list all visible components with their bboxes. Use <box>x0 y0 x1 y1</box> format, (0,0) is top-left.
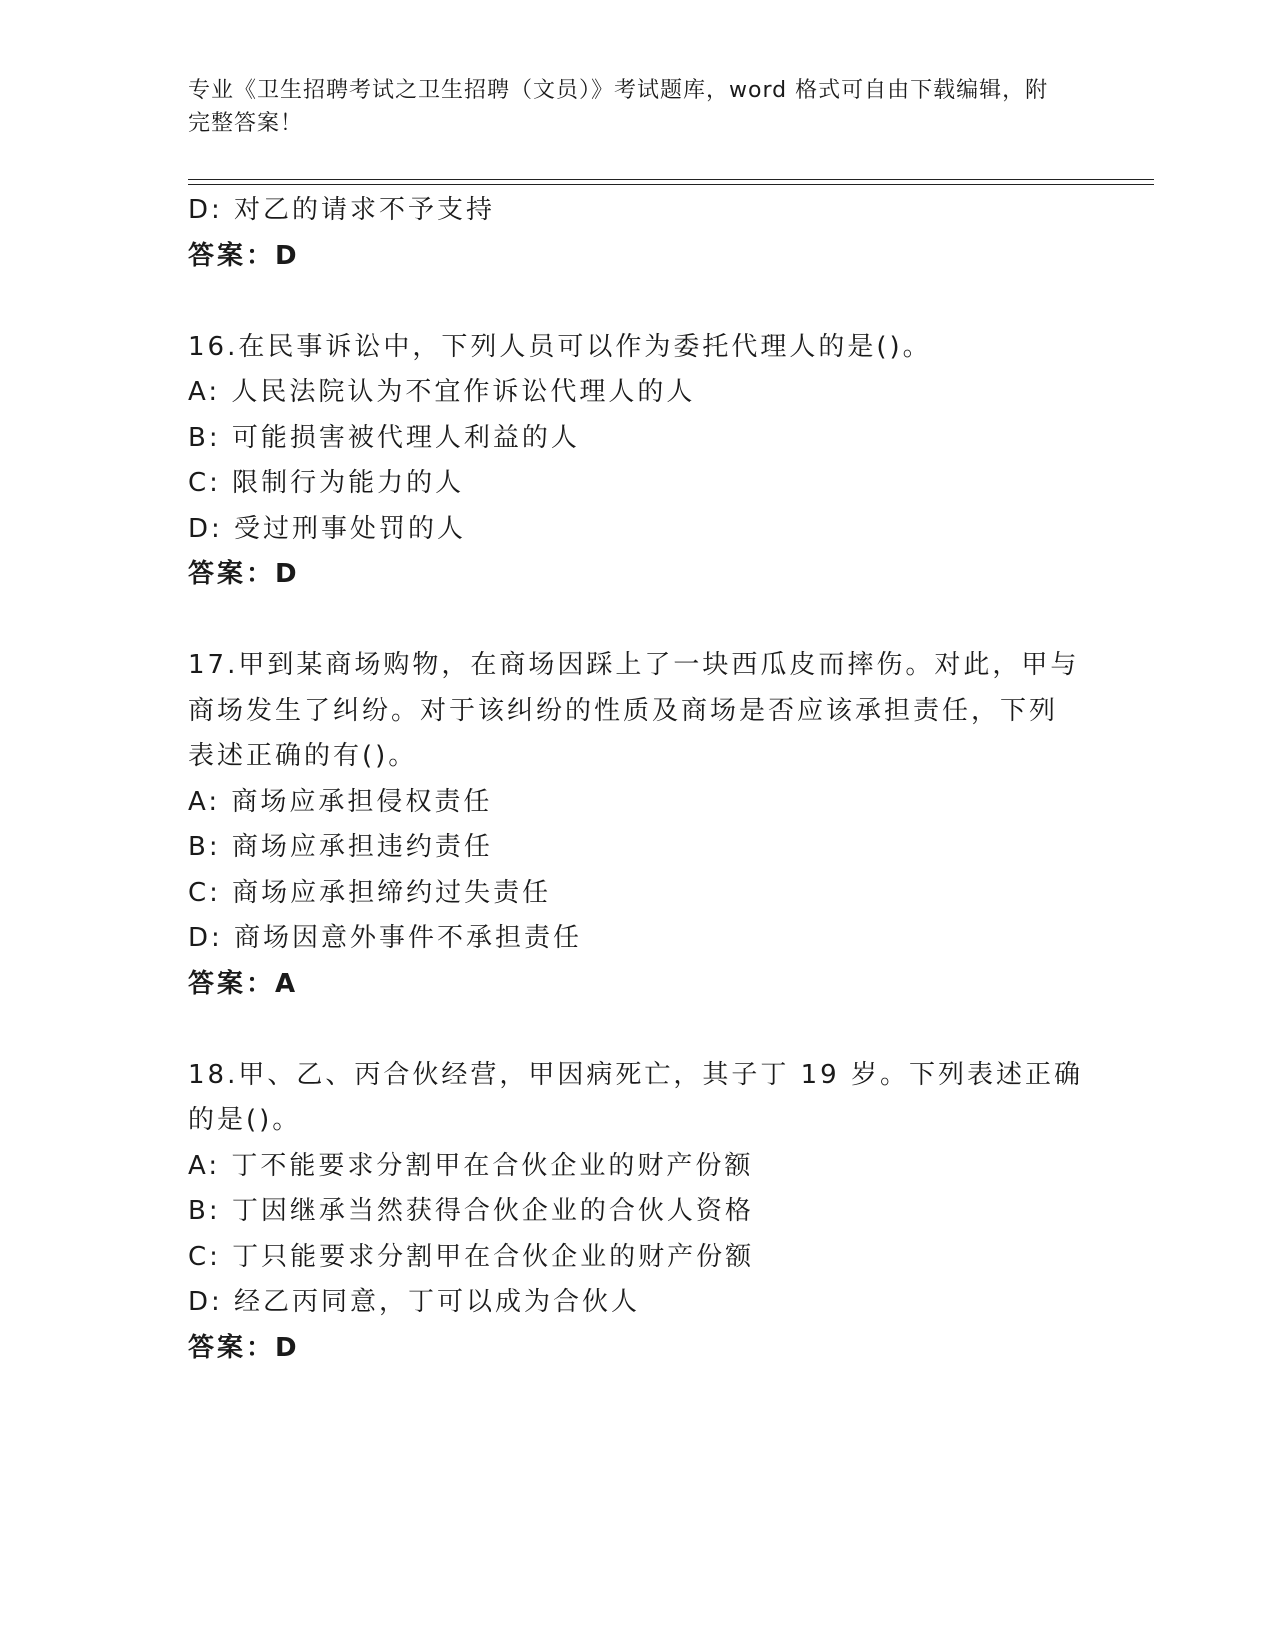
question-16-answer: 答案：D <box>188 559 300 589</box>
question-17-text-line-1: 17.甲到某商场购物，在商场因踩上了一块西瓜皮而摔伤。对此，甲与 <box>188 650 1080 680</box>
spacer <box>188 598 1088 644</box>
document-header: 专业《卫生招聘考试之卫生招聘（文员）》考试题库，word 格式可自由下载编辑，附完整答案！ <box>188 78 1049 136</box>
question-16-option-a: A: 人民法院认为不宜作诉讼代理人的人 <box>188 377 696 407</box>
question-18-option-d: D: 经乙丙同意，丁可以成为合伙人 <box>188 1287 641 1317</box>
question-17-option-d: D: 商场因意外事件不承担责任 <box>188 923 583 953</box>
prev-answer: 答案：D <box>188 240 300 271</box>
header-divider-bottom <box>188 184 1154 185</box>
question-18-option-c: C: 丁只能要求分割甲在合伙企业的财产份额 <box>188 1241 755 1272</box>
question-17-option-a: A: 商场应承担侵权责任 <box>188 786 493 817</box>
question-16-option-b: B: 可能损害被代理人利益的人 <box>188 422 580 453</box>
question-17-answer: 答案：A <box>188 968 299 999</box>
question-list <box>188 188 1088 1371</box>
question-17-option-c: C: 商场应承担缔约过失责任 <box>188 877 552 908</box>
question-18-option-b: B: 丁因继承当然获得合伙企业的合伙人资格 <box>188 1196 754 1226</box>
question-17-option-b: B: 商场应承担违约责任 <box>188 832 493 862</box>
question-18-answer: 答案：D <box>188 1332 300 1363</box>
question-16 <box>188 325 1088 598</box>
question-18-text-line-2: 的是()。 <box>188 1105 302 1135</box>
spacer <box>188 1007 1088 1053</box>
question-16-option-d: D: 受过刑事处罚的人 <box>188 513 467 544</box>
question-18-text-line-1: 18.甲、乙、丙合伙经营，甲因病死亡，其子丁 19 岁。下列表述正确 <box>188 1059 1083 1090</box>
spacer <box>188 279 1088 325</box>
header-divider-top <box>188 179 1154 180</box>
question-17 <box>188 643 1088 1007</box>
question-16-option-c: C: 限制行为能力的人 <box>188 468 465 498</box>
prev-option-d: D: 对乙的请求不予支持 <box>188 195 496 225</box>
question-16-text: 16.在民事诉讼中，下列人员可以作为委托代理人的是()。 <box>188 331 932 362</box>
question-18 <box>188 1053 1088 1372</box>
question-17-text-line-3: 表述正确的有()。 <box>188 741 418 771</box>
question-17-text-line-2: 商场发生了纠纷。对于该纠纷的性质及商场是否应该承担责任，下列 <box>188 695 1059 726</box>
question-18-option-a: A: 丁不能要求分割甲在合伙企业的财产份额 <box>188 1150 754 1181</box>
